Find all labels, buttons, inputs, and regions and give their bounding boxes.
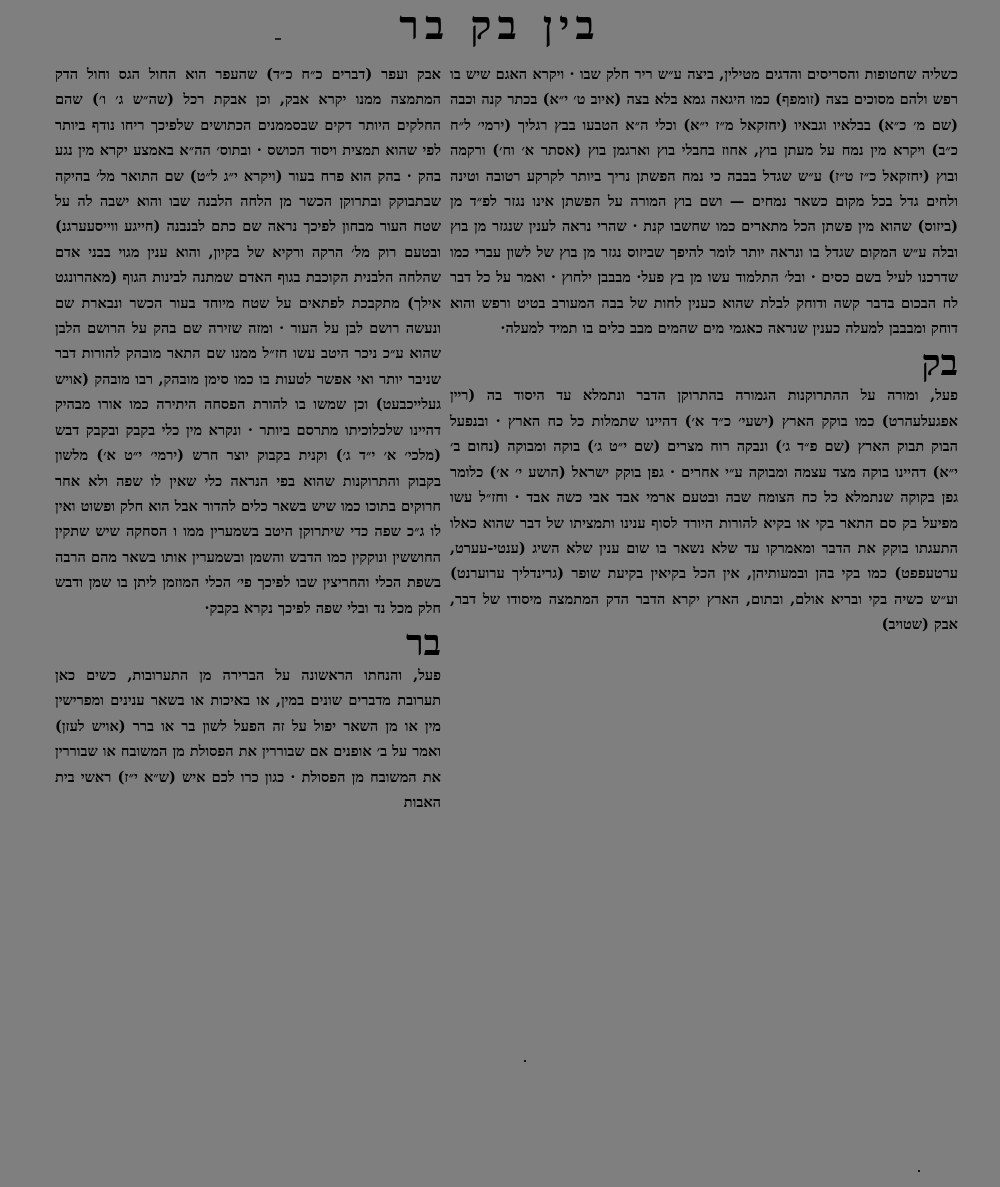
entry-bak-head: בק — [921, 342, 958, 385]
scan-speck — [918, 1170, 920, 1172]
entry-bar — [55, 623, 441, 663]
right-column-paragraph: כשליה שחטופות והסריסים והדגים מטילין, ביצה ע״ש ריר חלק שבו · ויקרא האגם שיש בו רפש ולהם מסוכים בצה (זומפף) כמו היגאה גמא בלא בצה (איוב ט׳ י״א) בכתר קנה וכבה (שם מ׳ כ״א) בבלאיו וגבאיו (יחזקאל מ״ז י״א) וכלי ה״א הטבעו בבץ רגליך (ירמי׳ ל״ח כ״ב) ויקרא מין נמח על מעתן בוץ, אחוז בחבלי בוץ וארגמן בוץ (אסתר א׳ וח׳) ורקמה ובוץ (יחזקאל כ״ז ט״ז) ע״ש שגדל בבבה כי נמח הפשתן נריך ביותר לקרקע רטובה וטינה ולחים גדל בכל מקום כשאר נמחים — ושם בוץ המורה על הפשתן אינו נגזר לפ״ד מן (ביזוס) שהוא מין פשתן הכל מתארים כמו שחשבו קנת · שהרי נראה לענין שנגזר מן בוץ ובלה ע״ש המקום שגדל בו ונראה יותר לומר להיפך שביזוס נגזר מן בוץ של לשון עברי כמו שדרכנו לעיל בשם כסים · ובל׳ התלמוד עשו מן בץ פעל· מבבבן ילחוץ · ואמר על כל דבר לח הבכום בדבר קשה ודוחק לבלת שהוא כענין לחות של בבה המעורב בטיט ורפש והוא דוחק ומבבבן למעלה כענין שנראה כאגמי מים שהמים מבב כלים בו תמיד למעלה· — [450, 66, 958, 338]
entry-bar-text: פעל, והנחתו הראשונה על הברירה מן התערובות, כשים כאן תערובת מדברים שונים במין, או באיכות או בשאר ענינים ומפרישין מין או מן השאר יפול על זה הפעל לשון בר או ברר (אויש לעזן) ואמר על ב׳ אופנים אם שבוררין את הפסולת מן המשובח או שבוררין את המשובח מן הפסולת · כגון כרו לכם איש (ש״א י״ז) ראשי בית האבות — [55, 666, 441, 811]
scan-speck — [524, 1060, 526, 1062]
header-mark — [275, 38, 281, 40]
entry-bak — [450, 343, 958, 383]
left-column — [55, 62, 441, 815]
page-header-title: בין בק בר — [399, 2, 601, 49]
entry-bak-text: פעל, ומורה על ההתרוקנות הגמורה בהתרוקן הדבר ונתמלא עד היסוד בה (ריין אפגעלעהרט) כמו בוקק הארץ (ישעי׳ כ״ד א׳) דהיינו שתמלות כל כח הארץ · ובנפעל הבוק תבוק הארץ (שם פ״ד ג׳) ונבקה רוח מצרים (שם י״ט ג׳) בוקה ומבוקה (נחום ב׳ י״א) דהיינו בוקה מצד עצמה ומבוקה ע״י אחרים · גפן בוקק ישראל (הושע י׳ א׳) כלומר גפן בקוקה שנתמלא כל כח הצומח שבה ובטעם ארמי אבד אבי כשה אבד · וחז״ל עשו מפיעל בק סם התאר בקי או בקיא להורות היורד לסוף ענינו ותמציתו של דבר שהוא כאלו התעגתו בוקק את הדבר ומאמרקו עד שלא נשאר בו שום ענין שלא השיג (ענטי-עערט, ערטעפפט) כמו בקי בהן ובמעותיהן, אין הכל בקיאין בקיעת שופר (גרינדליך ערוערנט) וע״ש כשיה בקי ובריא אולם, ובתום, הארץ יקרא הדבר הדק המתמצה מיסודו של דבר, אבק (שטויב) — [450, 387, 958, 634]
entry-bar-head: בר — [405, 621, 441, 664]
right-column — [450, 62, 958, 638]
left-column-paragraph: אבק ועפר (דברים כ״ח כ״ד) שהעפר הוא החול הגס וחול הדק המתמצה ממנו יקרא אבק, וכן אבקת רכל (שה״ש ג׳ ו׳) שהם החלקים היותר דקים שבסממנים הכתושים שלפיכך ריחו נודף ביותר לפי שהוא תמצית ויסוד הכושס · ובתוס׳ הה״א באמצע יקרא מין נגע בהק · בהק הוא פרח בעור (ויקרא י״ג ל״ט) שם התואר מל׳ בהיקה שבתבוקק ובתרוקן הכשר מן הלחה הלבנה שבו והוא ישבה לה על שטח העור מבחון לפיכך נראה שם כתם לבנבנה (חייגע ווייסעערגנ) ובטעם רוק מל׳ הרקה ורקיא של בקיון, והוא ענין מגוי בבני אדם שהלחה הלבנית הקוכבת בגוף האדם שמתנה לבינות הגוף (מאהרונגט אילך) מתקבכת לפתאים על שטח מיוחד בעור הכשר ונבארת שם ונעשה רושם לבן על העור · ומזה שזירה שם בהק על הרושם הלבן שהוא ע״כ ניכר היטב עשו חז״ל ממנו שם התאר מובהק להורות דבר שניבר יותר ואי אפשר לטעות בו כמו סימן מובהק, רבו מובהק (אויש געלייכבעט) וכן שמשו בו להורת הפסחה היתירה כמו אורו מבהיק דהיינו שלכלוכיתו מתרסם ביותר · ונקרא מין כלי בקבק ובקבק דבש (מלכי׳ א׳ י״ד ג׳) וקנית בקבוק יוצר חרש (ירמי׳ י״ט א׳) מלשון בקבוק והתרוקנות שהוא בפי הנראה כלי שאין לו שפה ולא אחר חרוקים בתוכו כמו שיש בשאר כלים להדור אבל הוא חלק ופשוט ואין לו ג״כ שפה כדי שיתרוקן היטב בשמערין ממו ו הסחקה שיש שתקין החוששין ונוקקין כמו הדבש והשמן ובשמערין אותו בשאר מהם הרבה בשפת הכלי והחריצין שבו לפיכך פי׳ הכלי המוזמן ליתן בו שמן ודבש חלק מכל נד ובלי שפה לפיכך נקרא בקבק· — [55, 66, 441, 617]
